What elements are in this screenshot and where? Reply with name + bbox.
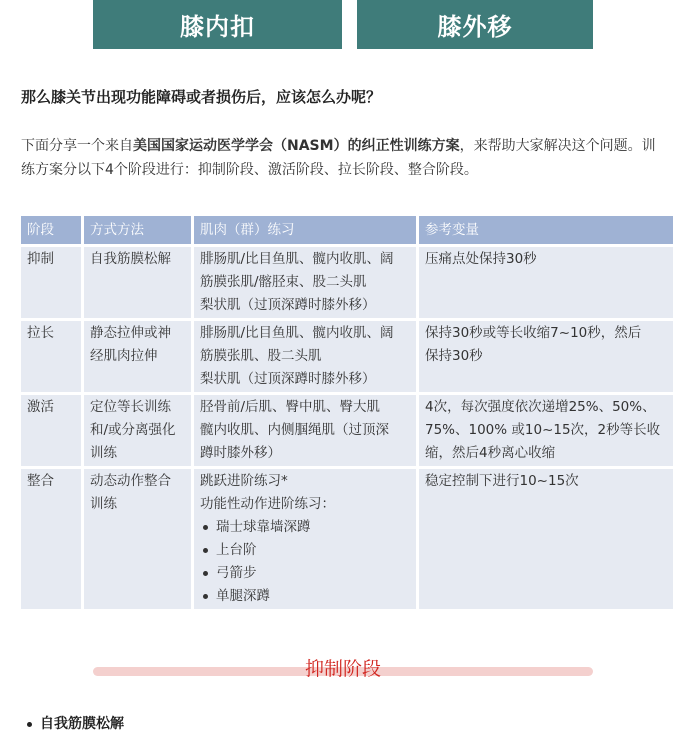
muscle-line: 跳跃进阶练习* bbox=[200, 473, 288, 489]
table-row bbox=[21, 247, 673, 318]
list-item bbox=[200, 539, 410, 562]
training-plan-table bbox=[18, 213, 675, 612]
exercise-list bbox=[200, 516, 410, 608]
bullet-dot-icon bbox=[203, 548, 208, 553]
muscle-line: 梨状肌（过顶深蹲时膝外移） bbox=[200, 371, 376, 387]
cell-variable bbox=[419, 247, 673, 318]
cell-stage: 激活 bbox=[21, 395, 81, 466]
variable-line: 4次，每次强度依次递增25%、50%、 bbox=[425, 399, 656, 415]
list-item bbox=[200, 562, 410, 585]
method-line: 和/或分离强化 bbox=[90, 422, 176, 438]
cell-muscle bbox=[194, 247, 416, 318]
variable-line: 75%、100% 或10~15次，2秒等长收 bbox=[425, 422, 661, 438]
section-heading-title: 抑制阶段 bbox=[304, 658, 381, 680]
table-row bbox=[21, 469, 673, 609]
cell-stage: 抑制 bbox=[21, 247, 81, 318]
variable-line: 缩，然后4秒离心收缩 bbox=[425, 445, 556, 461]
question-heading: 那么膝关节出现功能障碍或者损伤后，应该怎么办呢？ bbox=[21, 88, 382, 106]
method-line: 定位等长训练 bbox=[90, 399, 171, 415]
cell-method bbox=[84, 321, 191, 392]
cell-muscle bbox=[194, 395, 416, 466]
method-line: 训练 bbox=[90, 445, 117, 461]
cell-variable bbox=[419, 469, 673, 609]
cell-stage: 整合 bbox=[21, 469, 81, 609]
intro-text-start: 下面分享一个来自 bbox=[21, 138, 133, 154]
method-line: 动态动作整合 bbox=[90, 473, 171, 489]
cell-method bbox=[84, 469, 191, 609]
list-item-label: 单腿深蹲 bbox=[216, 588, 270, 604]
bullet-dot-icon bbox=[27, 722, 32, 727]
intro-paragraph bbox=[21, 134, 666, 182]
header-variable: 参考变量 bbox=[419, 216, 673, 244]
cell-method bbox=[84, 247, 191, 318]
variable-line: 稳定控制下进行10~15次 bbox=[425, 473, 579, 489]
intro-text-strong: 美国国家运动医学学会（NASM）的纠正性训练方案 bbox=[133, 138, 460, 154]
variable-line: 压痛点处保持30秒 bbox=[425, 251, 537, 267]
method-line: 经肌肉拉伸 bbox=[90, 348, 158, 364]
cell-variable bbox=[419, 321, 673, 392]
list-item bbox=[200, 516, 410, 539]
list-item bbox=[200, 585, 410, 608]
table-header-row bbox=[21, 216, 673, 244]
list-item-label: 弓箭步 bbox=[216, 565, 257, 581]
muscle-line: 筋膜张肌、股二头肌 bbox=[200, 348, 322, 364]
cell-stage: 拉长 bbox=[21, 321, 81, 392]
next-list-item-label: 自我筋膜松解 bbox=[40, 716, 124, 732]
muscle-line: 功能性动作进阶练习： bbox=[200, 496, 335, 512]
next-list-item bbox=[21, 714, 124, 734]
cell-muscle bbox=[194, 469, 416, 609]
muscle-line: 蹲时膝外移） bbox=[200, 445, 281, 461]
method-line: 训练 bbox=[90, 496, 117, 512]
header-method: 方式方法 bbox=[84, 216, 191, 244]
muscle-line: 梨状肌（过顶深蹲时膝外移） bbox=[200, 297, 376, 313]
section-heading-inhibition bbox=[93, 655, 593, 685]
table-row bbox=[21, 395, 673, 466]
cell-muscle bbox=[194, 321, 416, 392]
bullet-dot-icon bbox=[203, 594, 208, 599]
header-muscle: 肌肉（群）练习 bbox=[194, 216, 416, 244]
intro-text-end: ，来帮助大家解决这个问题。训练方案分以下4个阶段进行：抑制阶段、激活阶段、拉长阶段、整合阶段。 bbox=[21, 138, 656, 178]
banner-knee-valgus: 膝内扣 bbox=[93, 0, 342, 49]
banner-strip bbox=[0, 0, 675, 50]
list-item-label: 上台阶 bbox=[216, 542, 257, 558]
method-line: 静态拉伸或神 bbox=[90, 325, 171, 341]
banner-knee-varus: 膝外移 bbox=[357, 0, 593, 49]
bullet-dot-icon bbox=[203, 525, 208, 530]
cell-method bbox=[84, 395, 191, 466]
method-line: 自我筋膜松解 bbox=[90, 251, 171, 267]
muscle-line: 腓肠肌/比目鱼肌、髋内收肌、阔 bbox=[200, 325, 394, 341]
header-stage: 阶段 bbox=[21, 216, 81, 244]
variable-line: 保持30秒或等长收缩7~10秒，然后 bbox=[425, 325, 642, 341]
muscle-line: 腓肠肌/比目鱼肌、髋内收肌、阔 bbox=[200, 251, 394, 267]
bullet-dot-icon bbox=[203, 571, 208, 576]
list-item-label: 瑞士球靠墙深蹲 bbox=[216, 519, 311, 535]
muscle-line: 髋内收肌、内侧腘绳肌（过顶深 bbox=[200, 422, 389, 438]
muscle-line: 胫骨前/后肌、臀中肌、臀大肌 bbox=[200, 399, 381, 415]
muscle-line: 筋膜张肌/髂胫束、股二头肌 bbox=[200, 274, 367, 290]
variable-line: 保持30秒 bbox=[425, 348, 483, 364]
cell-variable bbox=[419, 395, 673, 466]
table-row bbox=[21, 321, 673, 392]
